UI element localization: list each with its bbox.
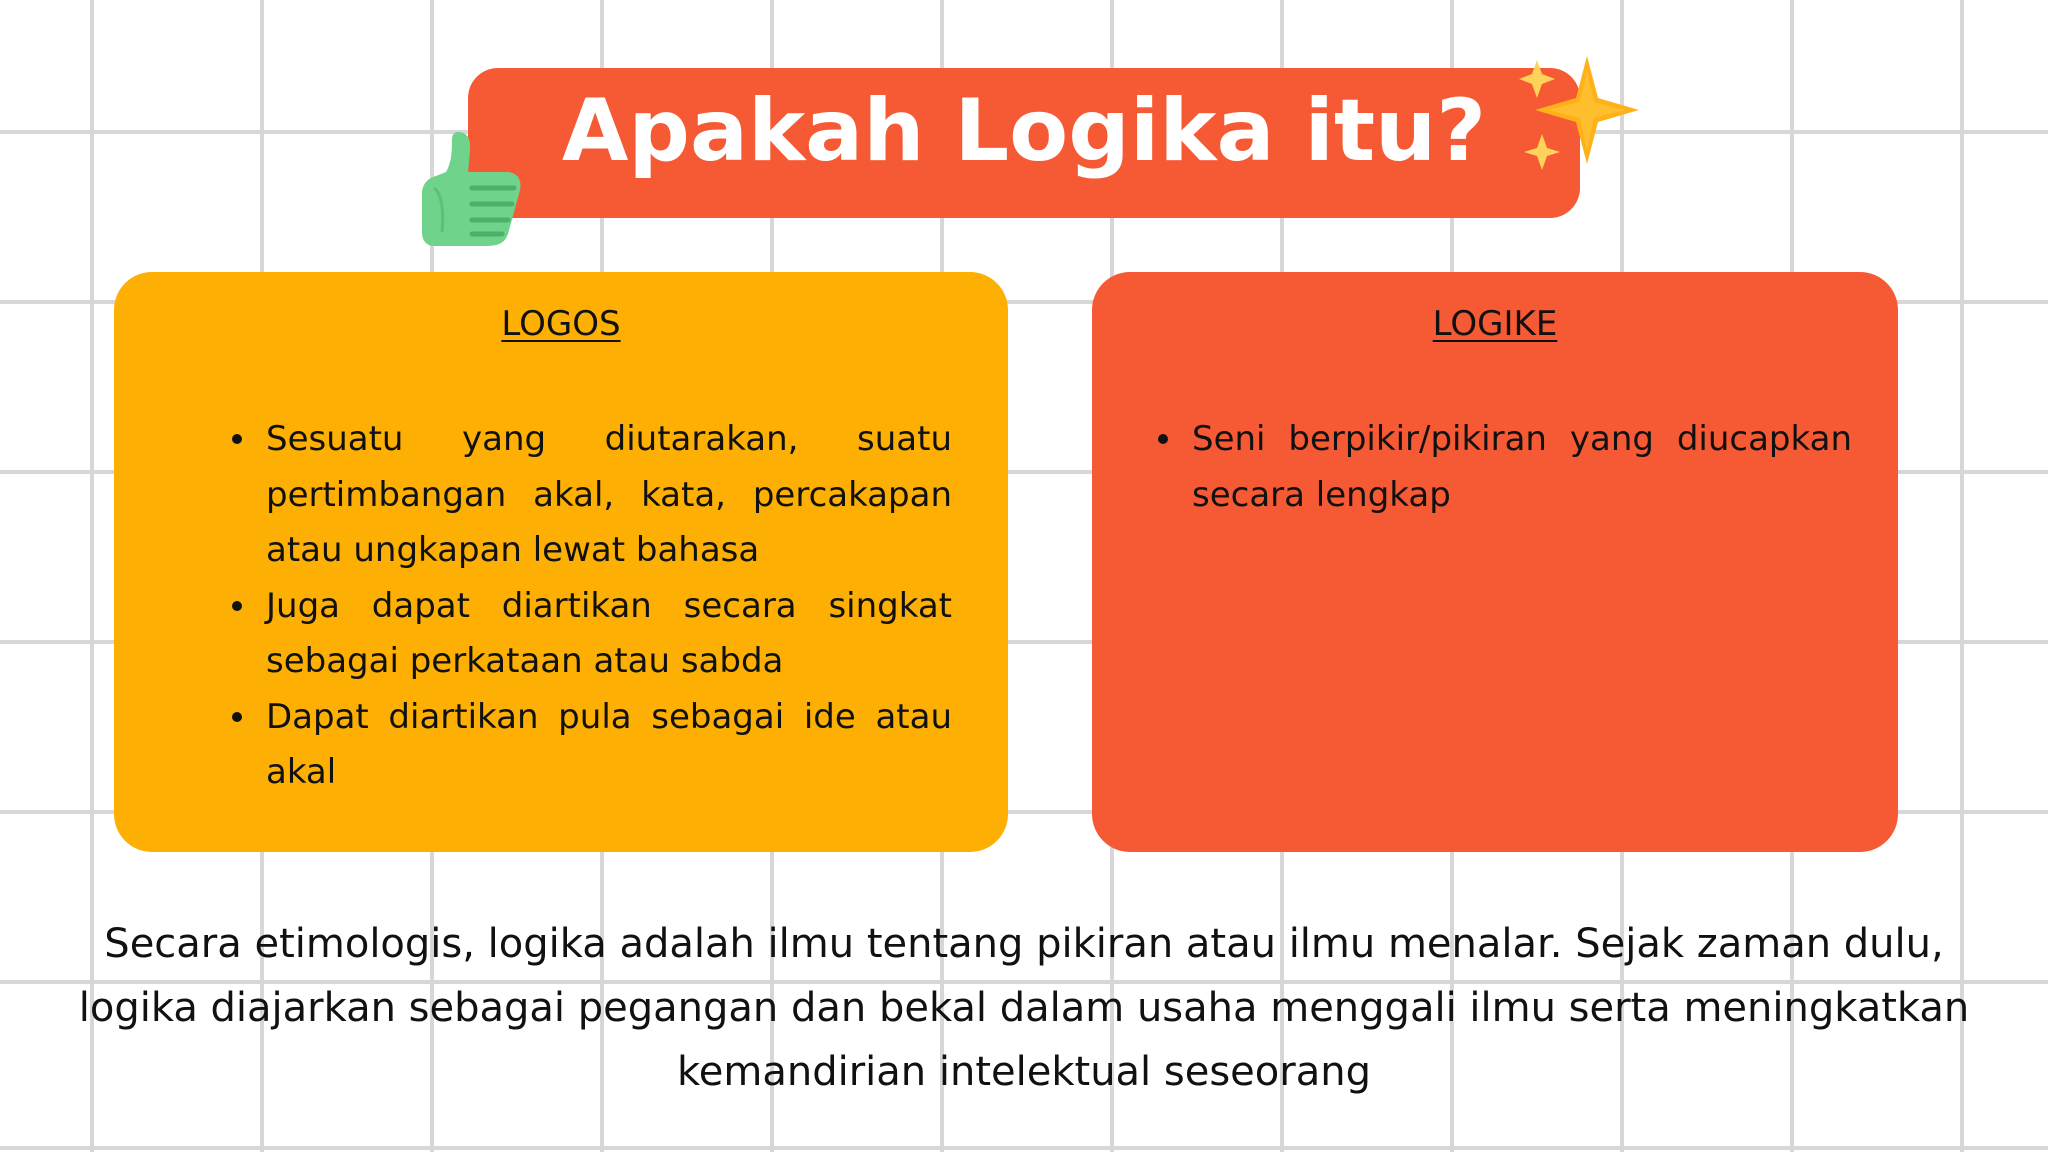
bullet-dot <box>232 601 242 611</box>
logike-bullet-list <box>1158 412 1852 523</box>
list-item <box>232 412 952 579</box>
list-item-text: Dapat diartikan pula sebagai ide atau akal <box>266 696 952 792</box>
logike-card <box>1092 272 1898 852</box>
bullet-dot <box>232 434 242 444</box>
list-item-text: Seni berpikir/pikiran yang diucapkan secara lengkap <box>1192 419 1852 515</box>
thumbs-up-icon <box>418 130 526 248</box>
logos-bullet-list <box>232 412 952 801</box>
footer-description: Secara etimologis, logika adalah ilmu tentang pikiran atau ilmu menalar. Sejak zaman dulu, logika diajarkan sebagai pegangan dan bekal dalam usaha menggali ilmu serta meningkatkan kemandirian intelektual seseorang <box>78 921 1970 1095</box>
list-item <box>232 690 952 801</box>
list-item <box>232 579 952 690</box>
logos-heading: LOGOS <box>501 304 621 344</box>
logike-heading: LOGIKE <box>1432 304 1558 344</box>
list-item <box>1158 412 1852 523</box>
list-item-text: Sesuatu yang diutarakan, suatu pertimbangan akal, kata, percakapan atau ungkapan lewat bahasa <box>266 419 952 570</box>
list-item-text: Juga dapat diartikan secara singkat sebagai perkataan atau sabda <box>266 585 952 681</box>
page-title: Apakah Logika itu? <box>561 81 1487 181</box>
title-banner <box>468 68 1580 218</box>
logos-card <box>114 272 1008 852</box>
sparkle-icon <box>1515 54 1640 174</box>
bullet-dot <box>1158 434 1168 444</box>
bullet-dot <box>232 712 242 722</box>
